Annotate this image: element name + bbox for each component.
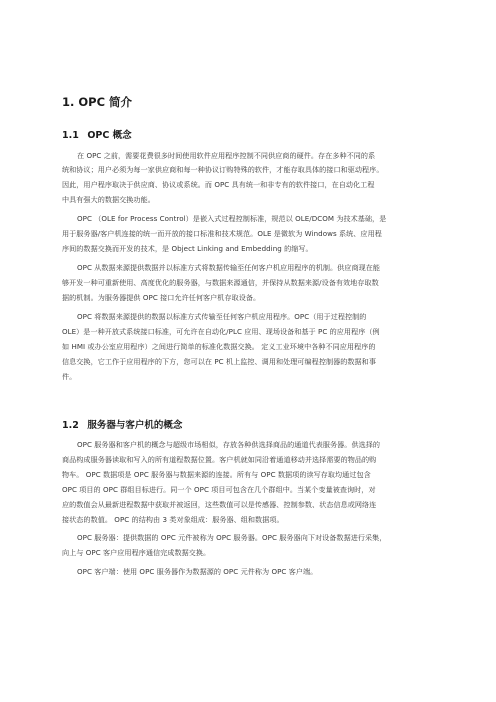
paragraph-line: 够开发一种可重新使用、高度优化的服务器，与数据来源通信，并保持从数据来源/设备有效地存取数 (62, 278, 379, 287)
paragraph-line: OPC 从数据来源提供数据并以标准方式将数据传输至任何客户机应用程序的机制。供应商现在能 (77, 263, 381, 272)
paragraph-line: 物车。 OPC 数据项是 OPC 服务器与数据来源的连接。所有与 OPC 数据项的读写存取均通过包含 (62, 470, 371, 479)
section-heading-server-client (62, 417, 182, 431)
paragraph-line: OPC 客户端：使用 OPC 服务器作为数据源的 OPC 元件称为 OPC 客户端。 (77, 567, 318, 576)
paragraph-line: 信息交换，它工作于应用程序的下方，您可以在 PC 机上监控、调用和处理可编程控制器的数据和事 (62, 357, 376, 366)
paragraph-line: 接状态的数值。 OPC 的结构由 3 类对象组成：服务器、组和数据项。 (62, 515, 284, 524)
paragraph-line: 在 OPC 之前，需要花费很多时间使用软件应用程序控制不同供应商的硬件。存在多种不同的系 (77, 151, 376, 160)
section-number: 1.1 (62, 130, 79, 141)
paragraph-line: 统和协议；用户必须为每一家供应商和每一种协议订购特殊的软件，才能存取具体的接口和驱动程序。 (62, 165, 384, 174)
heading-opc-intro: 1. OPC 简介 (62, 95, 133, 109)
paragraph-line: OLE）是一种开放式系统接口标准，可允许在自动化/PLC 应用、现场设备和基于 PC 的应用程序（例 (62, 327, 380, 336)
paragraph-line: 中具有强大的数据交换功能。 (62, 195, 155, 204)
paragraph-line: 如 HMI 或办公室应用程序）之间进行简单的标准化数据交换。 定义工业环境中各种不同应用程序的 (62, 342, 376, 351)
paragraph-line: OPC （OLE for Process Control）是嵌入式过程控制标准，规范以 OLE/DCOM 为技术基础，是 (77, 214, 387, 223)
paragraph-line: 序间的数据交换而开发的技术，是 Object Linking and Embedding 的缩写。 (62, 244, 313, 253)
paragraph-line: 件。 (62, 372, 77, 381)
section-title: 服务器与客户机的概念 (87, 420, 183, 431)
paragraph-line: 应的数值会从最新进程数据中获取并被返回，这些数值可以是传感器、控制参数、状态信息或网络连 (62, 500, 377, 509)
section-heading-opc-concept (62, 127, 132, 141)
paragraph-line: 因此，用户程序取决于供应商、协议或系统。而 OPC 具有统一和非专有的软件接口，在自动化工程 (62, 180, 375, 189)
paragraph-line: OPC 项目的 OPC 群组目标进行。同一个 OPC 项目可包含在几个群组中。当某个变量被查询时，对 (62, 485, 376, 494)
paragraph-line: 据的机制。为服务器提供 OPC 接口允许任何客户机存取设备。 (62, 293, 261, 302)
paragraph-line: 向上与 OPC 客户应用程序通信完成数据交换。 (62, 548, 211, 557)
paragraph-line: OPC 将数据来源提供的数据以标准方式传输至任何客户机应用程序。OPC（用于过程控制的 (77, 312, 367, 321)
paragraph-line: 用于服务器/客户机连接的统一而开放的接口标准和技术规范。OLE 是微软为 Windows 系统、应用程 (62, 229, 382, 238)
section-number: 1.2 (62, 420, 79, 431)
paragraph-line: OPC 服务器和客户机的概念与超级市场相似，存放各种供选择商品的通道代表服务器。供选择的 (77, 440, 381, 449)
section-title: OPC 概念 (87, 130, 132, 141)
paragraph-line: 商品构成服务器读取和写入的所有道程数据位置。客户机就如同沿着通道移动并选择需要的物品的购 (62, 455, 377, 464)
paragraph-line: OPC 服务器：提供数据的 OPC 元件被称为 OPC 服务器。OPC 服务器向下对设备数据进行采集， (77, 533, 387, 542)
